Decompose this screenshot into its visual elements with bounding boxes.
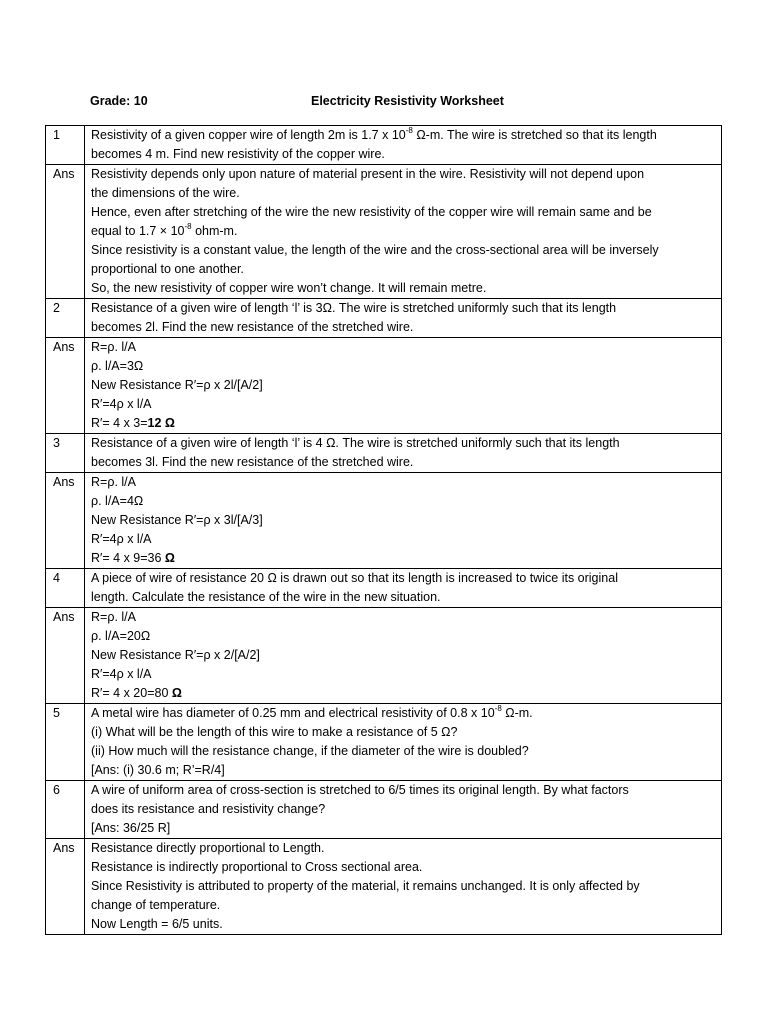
answer-label: Ans	[46, 338, 85, 434]
text-line: [Ans: (i) 30.6 m; R’=R/4]	[91, 763, 225, 777]
question-row	[46, 434, 722, 473]
question-row	[46, 126, 722, 165]
text-segment: Resistivity of a given copper wire of length 2m is 1.7 x 10	[91, 128, 406, 142]
text-segment: R′= 4 x 20=80	[91, 686, 172, 700]
text-line: A piece of wire of resistance 20 Ω is drawn out so that its length is increased to twice its original	[91, 571, 618, 585]
worksheet-title: Electricity Resistivity Worksheet	[311, 94, 504, 108]
text-line: length. Calculate the resistance of the wire in the new situation.	[91, 590, 441, 604]
text-line: (ii) How much will the resistance change, if the diameter of the wire is doubled?	[91, 744, 529, 758]
text-segment: Ω-m.	[501, 706, 533, 720]
question-row	[46, 704, 722, 781]
question-number: 3	[46, 434, 85, 473]
text-line: Resistance is indirectly proportional to Cross sectional area.	[91, 860, 423, 874]
text-line	[91, 414, 717, 433]
worksheet-table	[45, 125, 722, 935]
text-line: R=ρ. l/A	[91, 610, 136, 624]
question-text	[85, 126, 722, 165]
answer-text	[85, 473, 722, 569]
text-segment: R′= 4 x 3=	[91, 416, 148, 430]
text-line: Hence, even after stretching of the wire the new resistivity of the copper wire will remain same and be	[91, 205, 652, 219]
text-line: (i) What will be the length of this wire to make a resistance of 5 Ω?	[91, 725, 458, 739]
text-line: R′=4ρ x l/A	[91, 667, 152, 681]
answer-row	[46, 608, 722, 704]
text-line: proportional to one another.	[91, 262, 244, 276]
text-line: becomes 2l. Find the new resistance of the stretched wire.	[91, 320, 414, 334]
text-segment: R′= 4 x 9=36	[91, 551, 165, 565]
grade-label: Grade: 10	[90, 94, 148, 108]
text-line: Resistance of a given wire of length ‘l’ is 3Ω. The wire is stretched uniformly such that its length	[91, 301, 617, 315]
text-line: becomes 4 m. Find new resistivity of the copper wire.	[91, 147, 385, 161]
text-line: Since resistivity is a constant value, the length of the wire and the cross-sectional area will be inversely	[91, 243, 659, 257]
exponent: -8	[184, 221, 192, 231]
text-line: [Ans: 36/25 R]	[91, 821, 171, 835]
text-line	[91, 126, 717, 145]
question-number: 6	[46, 781, 85, 839]
text-line: becomes 3l. Find the new resistance of the stretched wire.	[91, 455, 414, 469]
text-line: Now Length = 6/5 units.	[91, 917, 223, 931]
question-row	[46, 299, 722, 338]
question-number: 1	[46, 126, 85, 165]
bold-result: Ω	[164, 551, 175, 565]
exponent: -8	[494, 703, 502, 713]
text-line: R=ρ. l/A	[91, 340, 136, 354]
answer-text	[85, 165, 722, 299]
answer-text	[85, 839, 722, 935]
answer-row	[46, 473, 722, 569]
answer-label: Ans	[46, 165, 85, 299]
answer-label: Ans	[46, 839, 85, 935]
question-text	[85, 434, 722, 473]
text-line: ρ. l/A=4Ω	[91, 494, 144, 508]
text-line: New Resistance R′=ρ x 2/[A/2]	[91, 648, 260, 662]
question-row	[46, 781, 722, 839]
bold-result: Ω	[171, 686, 182, 700]
answer-row	[46, 839, 722, 935]
answer-row	[46, 338, 722, 434]
text-line: ρ. l/A=3Ω	[91, 359, 144, 373]
question-text	[85, 781, 722, 839]
question-row	[46, 569, 722, 608]
question-text	[85, 299, 722, 338]
text-line: A wire of uniform area of cross-section is stretched to 6/5 times its original length. By what factors	[91, 783, 629, 797]
text-line: New Resistance R′=ρ x 2l/[A/2]	[91, 378, 263, 392]
question-text	[85, 704, 722, 781]
question-number: 2	[46, 299, 85, 338]
text-segment: Ω-m. The wire is stretched so that its length	[412, 128, 657, 142]
text-line	[91, 684, 717, 703]
question-text	[85, 569, 722, 608]
answer-row	[46, 165, 722, 299]
answer-text	[85, 338, 722, 434]
text-line: R′=4ρ x l/A	[91, 532, 152, 546]
text-line: change of temperature.	[91, 898, 221, 912]
text-line: Resistance of a given wire of length ‘l’ is 4 Ω. The wire is stretched uniformly such that its length	[91, 436, 620, 450]
text-line: ρ. l/A=20Ω	[91, 629, 151, 643]
text-line	[91, 222, 717, 241]
question-number: 4	[46, 569, 85, 608]
text-segment: ohm-m.	[191, 224, 238, 238]
answer-text	[85, 608, 722, 704]
text-line: R=ρ. l/A	[91, 475, 136, 489]
text-segment: equal to 1.7 × 10	[91, 224, 185, 238]
text-line: New Resistance R′=ρ x 3l/[A/3]	[91, 513, 263, 527]
text-line: does its resistance and resistivity change?	[91, 802, 326, 816]
exponent: -8	[405, 125, 413, 135]
question-number: 5	[46, 704, 85, 781]
bold-result: 12 Ω	[147, 416, 175, 430]
answer-label: Ans	[46, 608, 85, 704]
text-line: Resistance directly proportional to Length.	[91, 841, 325, 855]
text-segment: A metal wire has diameter of 0.25 mm and electrical resistivity of 0.8 x 10	[91, 706, 495, 720]
text-line: Resistivity depends only upon nature of material present in the wire. Resistivity will not depend upon	[91, 167, 645, 181]
text-line	[91, 549, 717, 568]
text-line: R′=4ρ x l/A	[91, 397, 152, 411]
answer-label: Ans	[46, 473, 85, 569]
text-line	[91, 704, 717, 723]
text-line: Since Resistivity is attributed to property of the material, it remains unchanged. It is only affected by	[91, 879, 640, 893]
text-line: So, the new resistivity of copper wire won’t change. It will remain metre.	[91, 281, 487, 295]
text-line: the dimensions of the wire.	[91, 186, 240, 200]
